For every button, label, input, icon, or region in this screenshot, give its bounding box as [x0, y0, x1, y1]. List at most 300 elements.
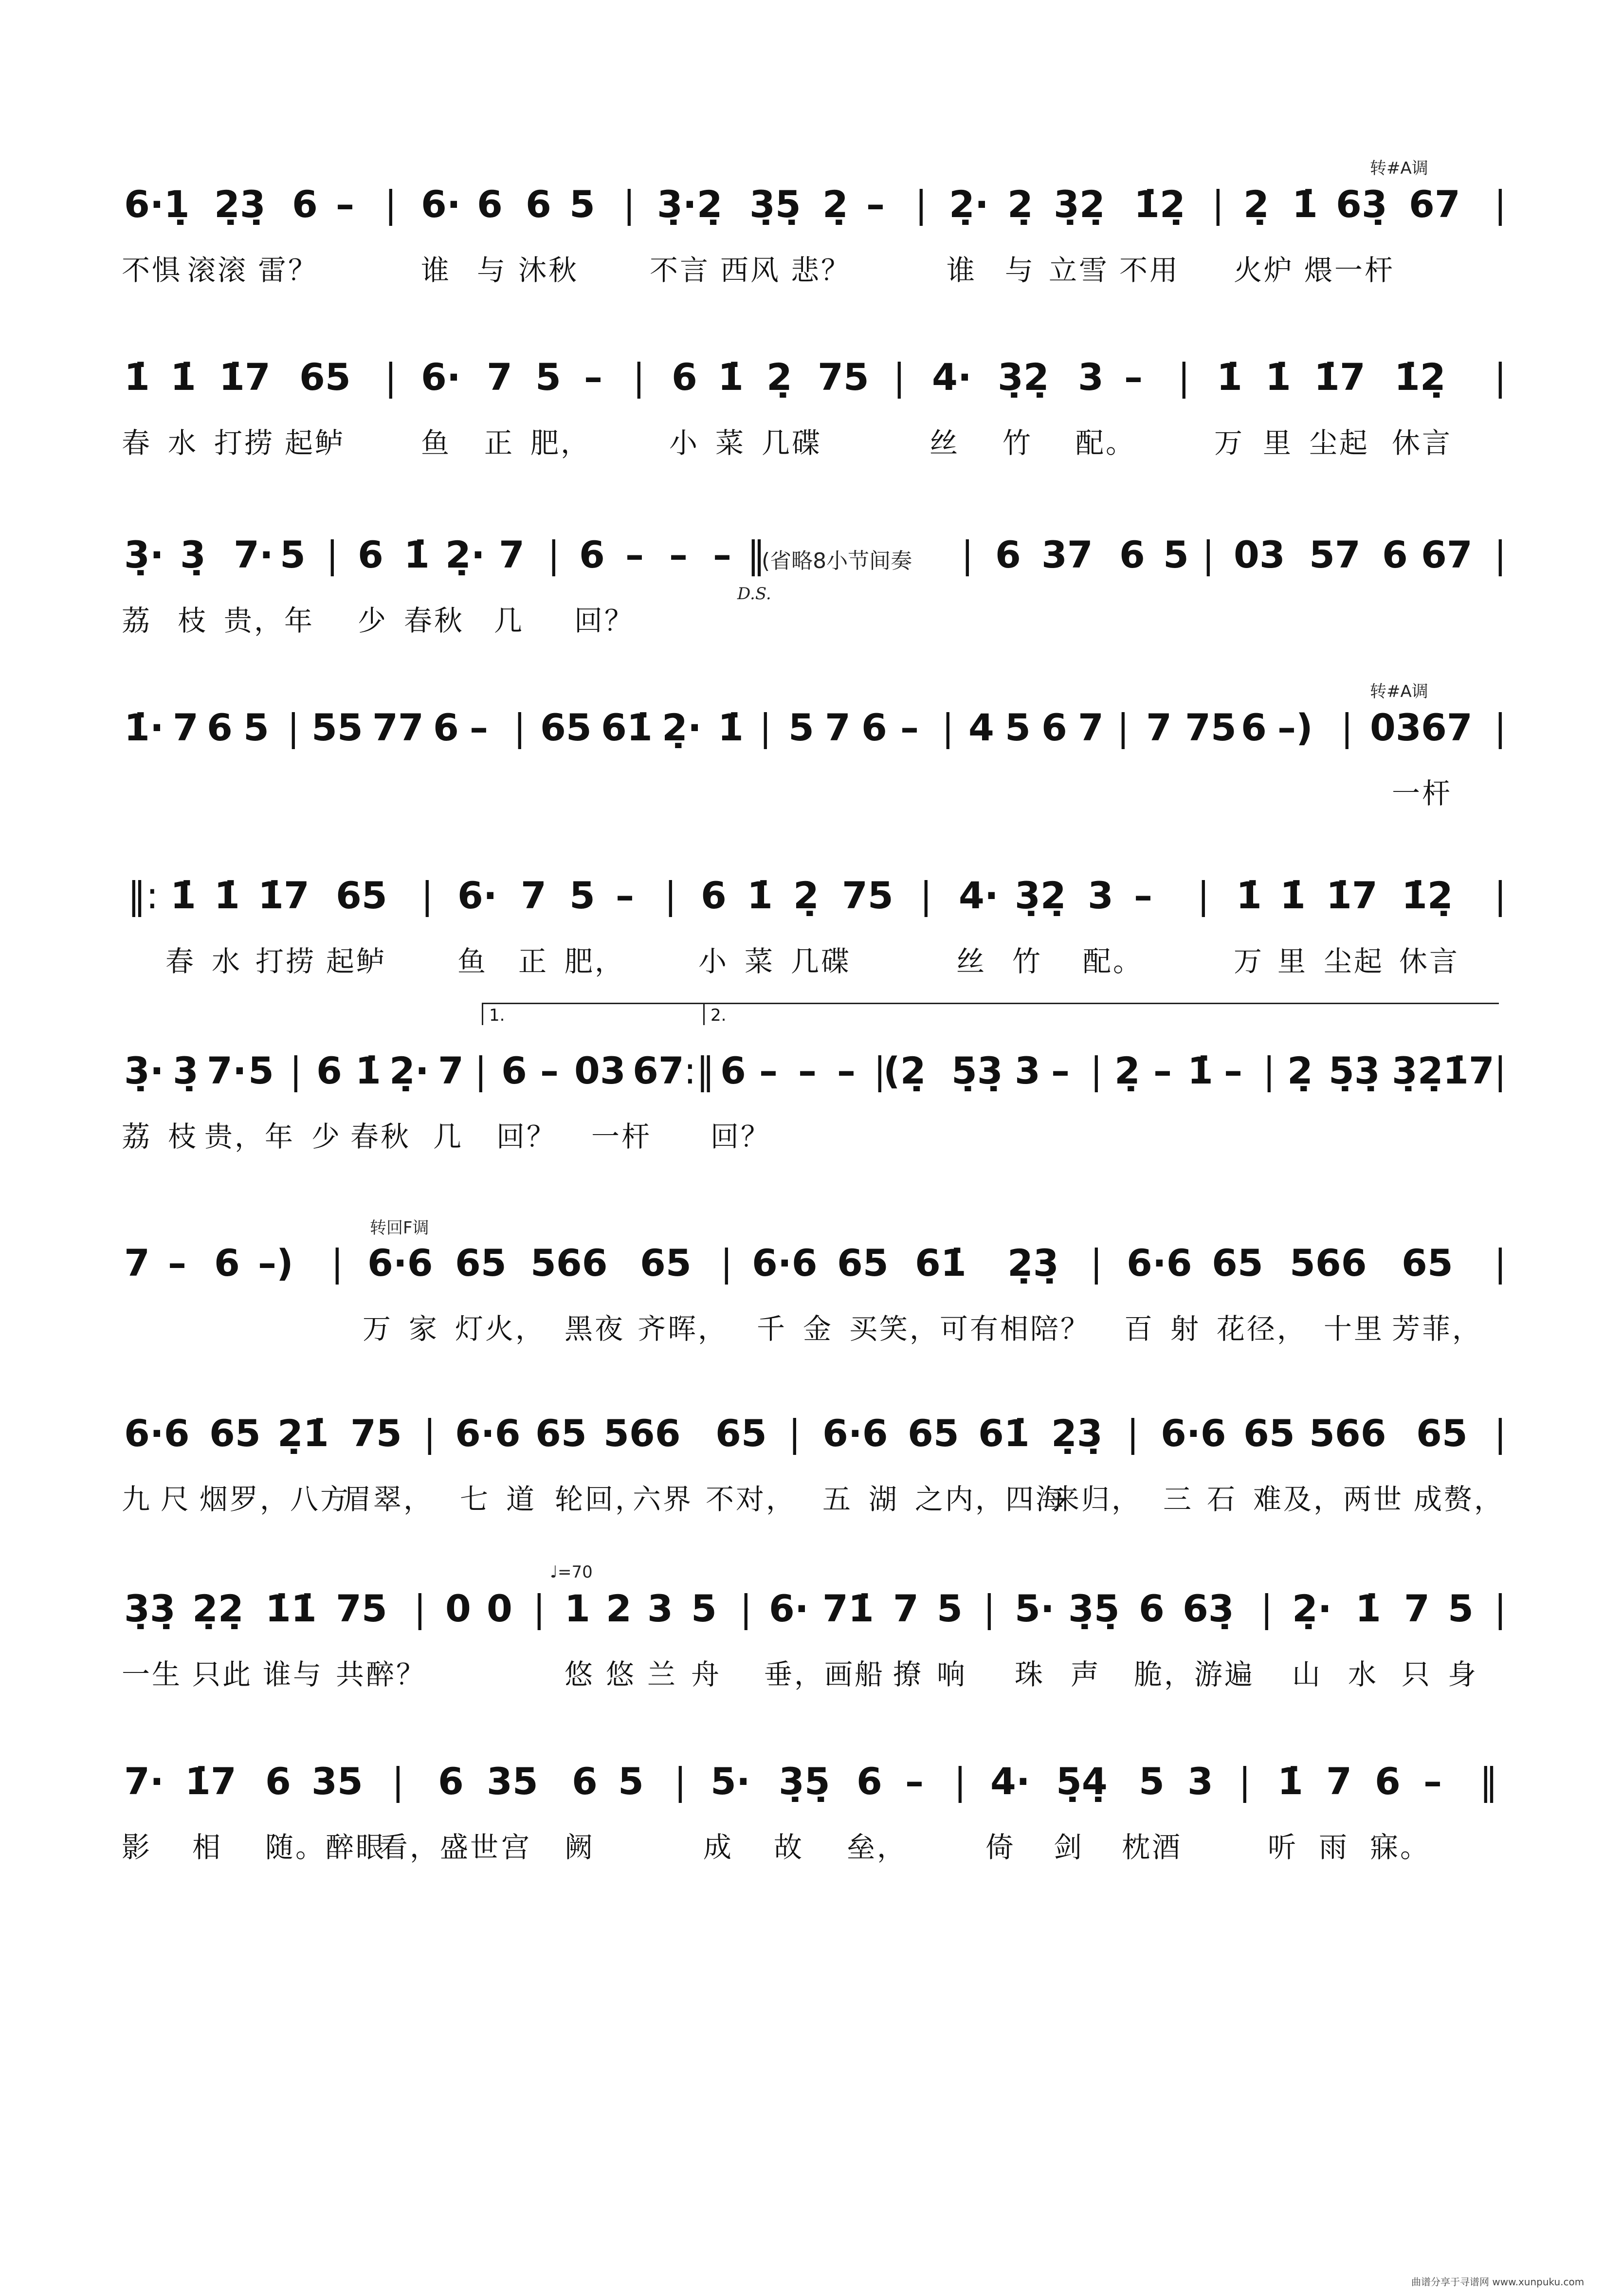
lyric-token: 故: [774, 1831, 804, 1864]
note-token: 75: [336, 1587, 387, 1630]
lyric-token: 撩: [893, 1658, 924, 1691]
barline: |: [1494, 706, 1507, 749]
key-change-annotation: 转回F调: [370, 1218, 429, 1238]
lyric-token: 里: [1263, 426, 1294, 459]
note-token: –: [669, 533, 688, 576]
note-token: 5: [1448, 1587, 1474, 1630]
note-token: 3̣2̣: [1015, 874, 1066, 917]
lyric-token: 看，盛世: [380, 1831, 501, 1864]
note-token: 1̇2̣: [1394, 355, 1446, 399]
note-token: 67: [1409, 183, 1460, 226]
volta-bracket-1-hook: [482, 1003, 483, 1025]
note-token: 3̣2̣: [998, 355, 1049, 399]
lyric-token: 石: [1207, 1483, 1238, 1516]
note-token: 1̇: [1265, 355, 1291, 399]
barline: |: [1494, 183, 1507, 226]
note-token: –: [1124, 355, 1143, 399]
lyric-token: 成赘，: [1414, 1483, 1505, 1516]
note-token: –: [584, 355, 602, 399]
note-token: 2̣·: [1292, 1587, 1332, 1630]
note-token: 6·: [457, 874, 497, 917]
volta-number-1: 1.: [489, 1006, 505, 1025]
note-token: 5: [937, 1587, 963, 1630]
barline: |: [1494, 1587, 1507, 1630]
note-token: 65: [908, 1412, 959, 1455]
note-token: –: [866, 183, 885, 226]
note-token: 35: [487, 1760, 538, 1803]
note-token: 2̣2̣: [192, 1587, 244, 1630]
note-token: 1̇: [1236, 874, 1262, 917]
lyric-token: 山: [1292, 1658, 1323, 1691]
note-token: 6: [358, 533, 383, 576]
barline: |: [1494, 874, 1507, 917]
note-token: 1̇: [170, 355, 196, 399]
lyric-token: 起鲈: [326, 945, 387, 978]
note-token: 6: [720, 1049, 746, 1092]
barline: |: [1127, 1412, 1139, 1455]
note-token: 0: [487, 1587, 512, 1630]
lyric-token: 三: [1163, 1483, 1194, 1516]
note-token: 5: [1139, 1760, 1165, 1803]
note-token: 65: [540, 706, 592, 749]
note-token: 4·: [990, 1760, 1030, 1803]
lyric-token: 万: [1234, 945, 1264, 978]
note-token: 65: [299, 355, 351, 399]
note-token: 65: [535, 1412, 587, 1455]
note-token: 65: [1243, 1412, 1295, 1455]
barline: |: [1494, 355, 1507, 399]
lyric-token: 悠: [565, 1658, 595, 1691]
lyric-token: 兰: [647, 1658, 678, 1691]
note-token: –: [837, 1049, 856, 1092]
note-token: 2̣: [766, 355, 792, 399]
lyric-token: 黑夜: [565, 1312, 625, 1345]
note-token: 7: [893, 1587, 919, 1630]
note-token: 2̣: [1114, 1049, 1140, 1092]
barline: |: [1494, 1241, 1507, 1285]
note-token: 7: [499, 533, 525, 576]
note-token: 6·: [769, 1587, 809, 1630]
note-token: 2̣: [1243, 183, 1269, 226]
note-token: –: [625, 533, 644, 576]
note-token: 5: [1005, 706, 1031, 749]
note-token: 65: [209, 1412, 261, 1455]
barline: |: [633, 355, 645, 399]
barline: |: [384, 183, 397, 226]
dal-segno-mark: D.S.: [737, 584, 771, 604]
note-token: 1̇: [1292, 183, 1318, 226]
note-token: 6: [857, 1760, 882, 1803]
note-token: 65: [640, 1241, 692, 1285]
lyric-token: 十里: [1324, 1312, 1385, 1345]
lyric-token: 九: [122, 1483, 152, 1516]
lyric-token: 万: [363, 1312, 393, 1345]
note-token: 6·6: [1127, 1241, 1192, 1285]
lyric-token: 正: [518, 945, 549, 978]
note-token: 3̣: [180, 533, 206, 576]
note-token: 65: [715, 1412, 767, 1455]
lyric-token: 起鲈: [285, 426, 346, 459]
lyric-token: 相陪？: [1000, 1312, 1091, 1345]
note-token: 7: [1146, 706, 1172, 749]
repeat-start-barline: ‖:: [128, 874, 159, 917]
lyric-token: 小: [698, 945, 729, 978]
barline: |: [942, 706, 954, 749]
barline: |: [1494, 1049, 1507, 1092]
note-token: 5: [243, 706, 269, 749]
note-token: 5̣4̣: [1056, 1760, 1108, 1803]
barline: |: [893, 355, 906, 399]
note-token: 6: [1041, 706, 1067, 749]
note-token: 1̇: [747, 874, 773, 917]
note-token: 6·: [421, 355, 461, 399]
lyric-token: 家: [409, 1312, 439, 1345]
note-token: 3̣·: [124, 533, 164, 576]
barline: |: [664, 874, 677, 917]
lyric-token: 荔: [122, 604, 152, 637]
note-token: 55: [311, 706, 363, 749]
note-token: 7: [521, 874, 547, 917]
repeat-end-barline: :‖: [684, 1049, 715, 1092]
note-token: –): [258, 1241, 293, 1285]
note-token: 6: [1139, 1587, 1165, 1630]
note-token: 2̣: [1287, 1049, 1313, 1092]
note-token: 65: [837, 1241, 889, 1285]
note-token: 6: [861, 706, 887, 749]
lyric-token: 千: [757, 1312, 787, 1345]
note-token: 1̇: [1280, 874, 1306, 917]
barline: |: [421, 874, 434, 917]
note-token: 6: [995, 533, 1021, 576]
note-token: 566: [1309, 1412, 1386, 1455]
barline: |: [674, 1760, 687, 1803]
note-token: 77: [372, 706, 424, 749]
lyric-token: 声: [1071, 1658, 1101, 1691]
lyric-token: 不惧: [122, 254, 182, 287]
note-token: 6: [207, 706, 233, 749]
note-token: 7·: [234, 533, 273, 576]
lyric-token: 百: [1124, 1312, 1155, 1345]
note-token: 7: [1326, 1760, 1352, 1803]
lyric-token: 打捞: [214, 426, 275, 459]
note-token: 4·: [959, 874, 999, 917]
barline: |: [623, 183, 636, 226]
note-token: 5: [618, 1760, 644, 1803]
lyric-token: 阙: [565, 1831, 595, 1864]
lyric-token: 买笑，可有: [849, 1312, 1001, 1345]
note-token: 7·: [207, 1049, 247, 1092]
note-token: 566: [530, 1241, 608, 1285]
lyric-token: 鱼: [421, 426, 452, 459]
lyric-token: 几碟: [762, 426, 822, 459]
note-token: 7: [487, 355, 512, 399]
note-token: 6·6: [367, 1241, 433, 1285]
note-token: 3̣5̣: [749, 183, 801, 226]
note-token: 6·6: [455, 1412, 521, 1455]
barline: |: [740, 1587, 752, 1630]
note-token: 3̣·: [124, 1049, 164, 1092]
note-token: 1̇7: [185, 1760, 237, 1803]
lyric-token: 贵，年: [224, 604, 315, 637]
note-token: 1̇·: [124, 706, 164, 749]
lyric-token: 共醉？: [336, 1658, 427, 1691]
note-token: 566: [1290, 1241, 1367, 1285]
barline: |: [915, 183, 928, 226]
note-token: 1̇: [170, 874, 196, 917]
lyric-token: 只此: [192, 1658, 253, 1691]
barline: |: [1239, 1760, 1251, 1803]
lyric-token: 只: [1402, 1658, 1432, 1691]
barline: |: [1090, 1049, 1103, 1092]
note-token: 5: [569, 874, 595, 917]
lyric-token: 七: [460, 1483, 491, 1516]
note-token: 3̣3̣: [124, 1587, 176, 1630]
note-token: 1̇: [1217, 355, 1242, 399]
note-token: –: [540, 1049, 559, 1092]
note-token: 2: [606, 1587, 632, 1630]
note-token: 4·: [932, 355, 972, 399]
lyric-token: 配。: [1075, 426, 1136, 459]
barline: |: [1090, 1241, 1103, 1285]
note-token: 4: [968, 706, 994, 749]
lyric-token: 竹: [1002, 426, 1033, 459]
lyric-token: 肥，: [565, 945, 625, 978]
barline: |: [287, 706, 300, 749]
lyric-token: 与: [1005, 254, 1036, 287]
lyric-token: 芳菲，: [1392, 1312, 1483, 1345]
lyric-token: 少: [311, 1120, 342, 1153]
lyric-token: 回？: [574, 604, 635, 637]
note-token: –: [759, 1049, 778, 1092]
lyric-token: 之内，四海: [915, 1483, 1066, 1516]
note-token: 5̣3̣: [951, 1049, 1003, 1092]
lyric-token: 竹: [1012, 945, 1043, 978]
lyric-token: 烟罗，八方: [200, 1483, 351, 1516]
note-token: 37: [1041, 533, 1093, 576]
note-token: 65: [1212, 1241, 1263, 1285]
note-token: 03: [1234, 533, 1285, 576]
lyric-token: 几: [494, 604, 525, 637]
note-token: 2̣·: [445, 533, 485, 576]
lyric-token: 谁与: [263, 1658, 324, 1691]
note-token: 1̇1̇: [265, 1587, 317, 1630]
barline: |: [414, 1587, 426, 1630]
note-token: 67: [633, 1049, 684, 1092]
note-token: 61̇: [978, 1412, 1030, 1455]
note-token: 7: [438, 1049, 464, 1092]
note-token: 65: [1402, 1241, 1453, 1285]
note-token: 7: [173, 706, 199, 749]
lyric-token: 菜: [745, 945, 775, 978]
note-token: (2̣: [883, 1049, 926, 1092]
lyric-token: 尘起: [1309, 426, 1370, 459]
lyric-token: 宫: [501, 1831, 532, 1864]
note-token: 65: [336, 874, 387, 917]
note-token: 6: [579, 533, 605, 576]
lyric-token: 寐。: [1370, 1831, 1431, 1864]
volta-bracket-2-hook: [703, 1003, 705, 1025]
lyric-token: 肥，: [530, 426, 591, 459]
note-token: 6: [265, 1760, 291, 1803]
note-token: 6·6: [752, 1241, 818, 1285]
lyric-token: 花径，: [1217, 1312, 1308, 1345]
note-token: 1̇: [718, 355, 744, 399]
final-barline: ‖: [1479, 1760, 1498, 1803]
note-token: 566: [603, 1412, 681, 1455]
note-token: 6: [477, 183, 503, 226]
lyric-token: 小: [669, 426, 700, 459]
lyric-token: 贵，年: [204, 1120, 295, 1153]
note-token: 3: [1015, 1049, 1040, 1092]
lyric-token: 剑: [1054, 1831, 1084, 1864]
key-change-annotation: 转#A调: [1370, 159, 1428, 178]
note-token: 1̇7: [1314, 355, 1366, 399]
note-token: 1̇: [718, 706, 744, 749]
note-token: 6·: [421, 183, 461, 226]
lyric-token: 身: [1448, 1658, 1478, 1691]
lyric-token: 春: [165, 945, 196, 978]
note-token: 1̇: [214, 874, 240, 917]
note-token: 35: [311, 1760, 363, 1803]
lyric-token: 六界: [633, 1483, 693, 1516]
note-token: 3̣5̣: [1068, 1587, 1120, 1630]
note-token: 63̣: [1183, 1587, 1234, 1630]
tempo-marking: ♩=70: [550, 1562, 593, 1582]
lyric-token: 春秋: [350, 1120, 411, 1153]
note-token: 6: [1119, 533, 1145, 576]
note-token: –: [1134, 874, 1152, 917]
note-token: 65: [455, 1241, 507, 1285]
lyric-token: 轮回，: [555, 1483, 646, 1516]
barline: |: [788, 1412, 801, 1455]
lyric-token: 春秋: [404, 604, 465, 637]
note-token: 75: [350, 1412, 402, 1455]
lyric-token: 珠: [1015, 1658, 1045, 1691]
note-token: 5·: [1015, 1587, 1055, 1630]
note-token: –: [616, 874, 634, 917]
lyric-token: 湖: [869, 1483, 899, 1516]
lyric-token: 休言: [1399, 945, 1460, 978]
note-token: 61̇: [601, 706, 653, 749]
lyric-token: 尘起: [1324, 945, 1385, 978]
note-token: 1: [565, 1587, 590, 1630]
note-token: 2̣·: [662, 706, 702, 749]
barline: |: [1263, 1049, 1276, 1092]
note-token: 5: [569, 183, 595, 226]
barline: |: [423, 1412, 436, 1455]
lyric-token: 鱼: [457, 945, 488, 978]
barline: |: [1212, 183, 1224, 226]
interlude-note: (省略8小节间奏: [762, 549, 912, 573]
barline: |: [392, 1760, 404, 1803]
lyric-token: 立雪: [1049, 254, 1110, 287]
note-token: 3̣: [173, 1049, 199, 1092]
note-token: 6: [701, 874, 727, 917]
barline: |: [720, 1241, 733, 1285]
lyric-token: 听: [1268, 1831, 1298, 1864]
note-token: 6: [292, 183, 318, 226]
lyric-token: 菜: [715, 426, 746, 459]
lyric-token: 不用: [1119, 254, 1180, 287]
note-token: –: [168, 1241, 186, 1285]
lyric-token: 垒，: [847, 1831, 908, 1864]
lyric-token: 沐秋: [518, 254, 579, 287]
note-token: 3̣5̣: [779, 1760, 830, 1803]
lyric-token: 悠: [606, 1658, 637, 1691]
barline: |: [331, 1241, 344, 1285]
barline: |: [1178, 355, 1190, 399]
lyric-token: 与: [477, 254, 508, 287]
lyric-token: 枝: [178, 604, 208, 637]
lyric-token: 金: [803, 1312, 834, 1345]
lyric-token: 相: [192, 1831, 223, 1864]
barline: |: [474, 1049, 487, 1092]
note-token: 75: [842, 874, 893, 917]
note-token: 7: [124, 1241, 150, 1285]
note-token: 3: [647, 1587, 673, 1630]
note-token: 67: [1421, 706, 1473, 749]
note-token: 2̣3̣: [1007, 1241, 1059, 1285]
final-barline: ‖: [747, 533, 765, 576]
note-token: 0: [445, 1587, 471, 1630]
barline: |: [954, 1760, 966, 1803]
note-token: 1̇7: [258, 874, 310, 917]
lyric-token: 倚: [985, 1831, 1016, 1864]
note-token: 5: [248, 1049, 274, 1092]
note-token: 6: [526, 183, 551, 226]
note-token: 6: [433, 706, 459, 749]
note-token: 67: [1421, 533, 1473, 576]
lyric-token: 垂，画船: [764, 1658, 885, 1691]
note-token: 1̇7: [219, 355, 271, 399]
barline: |: [1260, 1587, 1273, 1630]
lyric-token: 道: [506, 1483, 537, 1516]
lyric-token: 舟: [691, 1658, 722, 1691]
volta-bracket-1: [482, 1003, 703, 1004]
note-token: 1̇: [124, 355, 150, 399]
lyric-token: 滚滚: [187, 254, 248, 287]
note-token: 2̣3̣: [1051, 1412, 1103, 1455]
lyric-token: 水: [168, 426, 199, 459]
note-token: –: [905, 1760, 924, 1803]
note-token: 5: [280, 533, 306, 576]
note-token: 3: [1078, 355, 1104, 399]
note-token: 6·6: [822, 1412, 888, 1455]
lyric-token: 春: [122, 426, 152, 459]
lyric-token: 煨一杆: [1304, 254, 1395, 287]
footer-watermark: 曲谱分享于寻谱网 www.xunpuku.com: [1411, 2276, 1585, 2288]
note-token: 03: [574, 1049, 626, 1092]
lyric-token: 难及，: [1253, 1483, 1344, 1516]
barline: |: [1494, 1412, 1507, 1455]
lyric-token: 尺: [161, 1483, 191, 1516]
lyric-token: 不言: [650, 254, 711, 287]
lyric-token: 灯火，: [455, 1312, 546, 1345]
note-token: –: [336, 183, 354, 226]
note-token: 1̇: [404, 533, 430, 576]
note-token: 2̣3̣: [214, 183, 266, 226]
lyric-token: 脆，游遍: [1134, 1658, 1255, 1691]
note-token: –): [1277, 706, 1313, 749]
note-token: 2̣1̇: [277, 1412, 329, 1455]
note-token: 5·: [711, 1760, 750, 1803]
note-token: –: [1423, 1760, 1442, 1803]
lyric-token: 水: [1348, 1658, 1379, 1691]
barline: |: [961, 533, 974, 576]
volta-bracket-2: [703, 1003, 1499, 1004]
lyric-token: 射: [1170, 1312, 1201, 1345]
note-token: 6·1̣: [124, 183, 190, 226]
